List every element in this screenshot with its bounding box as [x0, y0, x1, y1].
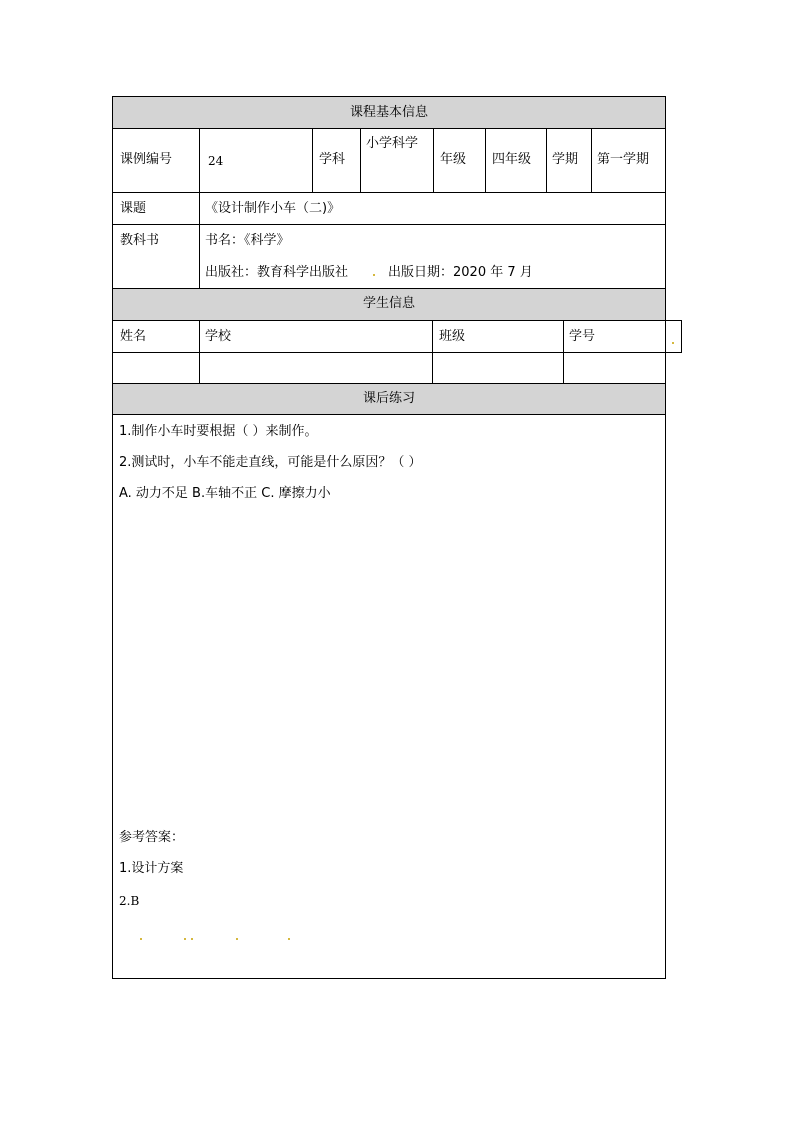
- lesson-info-form: [112, 96, 666, 979]
- decorative-dot: [191, 938, 193, 940]
- book-name: 书名：《科学》: [205, 233, 290, 248]
- student-info-title: 学生信息: [362, 296, 415, 311]
- term-value: 第一学期: [597, 152, 650, 167]
- textbook-label: 教科书: [120, 233, 160, 248]
- case-no-value: 24: [208, 154, 224, 168]
- term-label: 学期: [552, 152, 579, 167]
- question-2-options: A. 动力不足 B.车轴不正 C. 摩擦力小: [119, 486, 331, 501]
- name-label: 姓名: [120, 329, 147, 344]
- case-no-label: 课例编号: [120, 152, 173, 167]
- school-label: 学校: [205, 329, 232, 344]
- decorative-dot: [373, 274, 375, 276]
- basic-info-title: 课程基本信息: [349, 105, 428, 120]
- decorative-dot: [672, 342, 674, 344]
- question-1: 1.制作小车时要根据（ ）来制作。: [119, 424, 318, 439]
- topic-value: 《设计制作小车（二)》: [205, 201, 341, 216]
- decorative-dot: [184, 938, 186, 940]
- grade-value: 四年级: [492, 152, 532, 167]
- exercise-title: 课后练习: [362, 391, 415, 406]
- student-id-label: 学号: [569, 329, 596, 344]
- publisher: 出版社：教育科学出版社: [205, 265, 349, 280]
- grade-label: 年级: [440, 152, 467, 167]
- subject-value: 小学科学: [366, 136, 419, 151]
- answer-2: 2.B: [119, 894, 140, 908]
- topic-label: 课题: [120, 201, 147, 216]
- decorative-dot: [288, 938, 290, 940]
- subject-label: 学科: [319, 152, 346, 167]
- question-2: 2.测试时，小车不能走直线，可能是什么原因？（ ）: [119, 455, 422, 470]
- class-label: 班级: [439, 329, 466, 344]
- answer-heading: 参考答案：: [119, 830, 185, 845]
- publication-date: 出版日期：2020 年 7 月: [388, 265, 533, 280]
- decorative-dot: [236, 938, 238, 940]
- decorative-dot: [140, 938, 142, 940]
- answer-1: 1.设计方案: [119, 861, 184, 876]
